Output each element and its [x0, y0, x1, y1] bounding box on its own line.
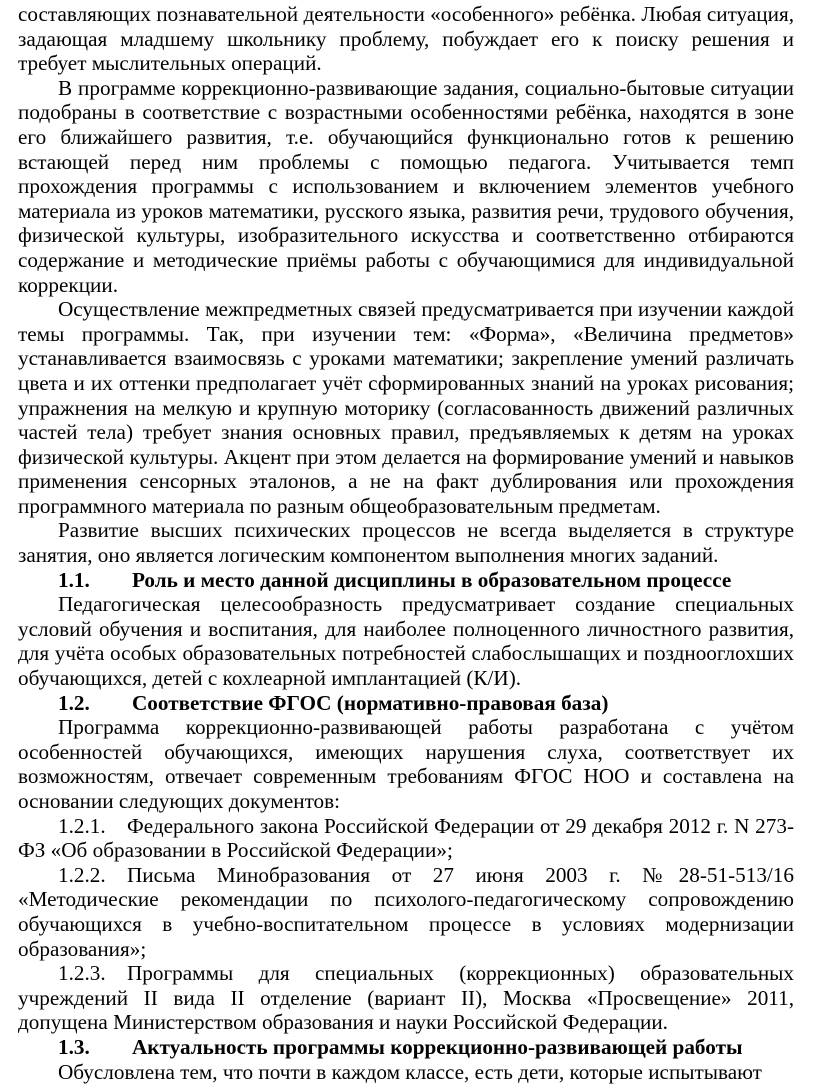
paragraph-higher-processes: Развитие высших психических процессов не всегда выделяется в структуре занятия, оно является логическим компонентом выполнения многих заданий. [18, 518, 794, 568]
document-item-1-2-1 [18, 814, 794, 863]
paragraph-interdisciplinary-links: Осуществление межпредметных связей предусматривается при изучении каждой темы программы. Так, при изучении тем: «Форма», «Величина предметов» устанавливается взаимосвязь с уроками математики; закрепление умений различать цвета и их оттенки предполагает учёт сформированных знаний на уроках рисования; упражнения на мелкую и крупную моторику (согласованность движений различных частей тела) требует знания основных правил, предъявляемых к детям на уроках физической культуры. Акцент при этом делается на формирование умений и навыков применения сенсорных эталонов, а не на факт дублирования или прохождения программного материала по разным общеобразовательным предметам. [18, 297, 794, 518]
section-title: Соответствие ФГОС (нормативно-правовая база) [132, 690, 609, 715]
paragraph-relevance: Обусловлена тем, что почти в каждом классе, есть дети, которые испытывают [58, 1059, 762, 1084]
document-text: Федерального закона Российской Федерации от 29 декабря 2012 г. N 273-ФЗ «Об образовании в Российской Федерации»; [18, 813, 794, 863]
section-title: Роль и место данной дисциплины в образовательном процессе [132, 567, 732, 592]
document-number: 1.2.2. [58, 862, 106, 887]
document-text: Письма Минобразования от 27 июня 2003 г. №28-51-513/16 «Методические рекомендации по психолого-педагогическому сопровождению обучающихся в учебно-воспитательном процессе в условиях модернизации образования»; [18, 862, 794, 961]
document-number: 1.2.3. [58, 961, 106, 986]
document-text: Программы для специальных (коррекционных) образовательных учреждений II вида II отделение (вариант II), Москва «Просвещение» 2011, допущена Министерством образования и науки Российской Федерации. [18, 961, 794, 1035]
paragraph-program-tasks: В программе коррекционно-развивающие задания, социально-бытовые ситуации подобраны в соответствие с возрастными особенностями ребёнка, находятся в зоне его ближайшего развития, т.е. обучающийся функционально готов к решению встающей перед ним проблемы с помощью педагога. Учитывается темп прохождения программы с использованием и включением элементов учебного материала из уроков математики, русского языка, развития речи, трудового обучения, физической культуры, изобразительного искусства и соответственно отбираются содержание и методические приёмы работы с обучающимися для индивидуальной коррекции. [18, 75, 794, 297]
document-item-1-2-2 [18, 863, 794, 961]
section-number: 1.2. [58, 690, 90, 715]
paragraph-intro-continuation: составляющих познавательной деятельности «особенного» ребёнка. Любая ситуация, задающая младшему школьнику проблему, побуждает его к поиску решения и требует мыслительных операций. [18, 2, 794, 76]
section-number: 1.3. [58, 1034, 90, 1059]
section-heading-1-2 [18, 691, 794, 716]
section-heading-1-3 [18, 1035, 794, 1060]
section-heading-1-1 [18, 568, 794, 593]
paragraph-pedagogical-expediency: Педагогическая целесообразность предусматривает создание специальных условий обучения и воспитания, для наиболее полноценного личностного развития, для учёта особых образовательных потребностей слабослышащих и позднооглохших обучающихся, детей с кохлеарной имплантацией (К/И). [18, 592, 794, 691]
section-number: 1.1. [58, 567, 90, 592]
document-number: 1.2.1. [58, 813, 106, 838]
section-title: Актуальность программы коррекционно-развивающей работы [132, 1034, 743, 1059]
paragraph-fgos-compliance: Программа коррекционно-развивающей работы разработана с учётом особенностей обучающихся, имеющих нарушения слуха, соответствует их возможностям, отвечает современным требованиям ФГОС НОО и составлена на основании следующих документов: [18, 715, 794, 813]
document-item-1-2-3 [18, 961, 794, 1035]
